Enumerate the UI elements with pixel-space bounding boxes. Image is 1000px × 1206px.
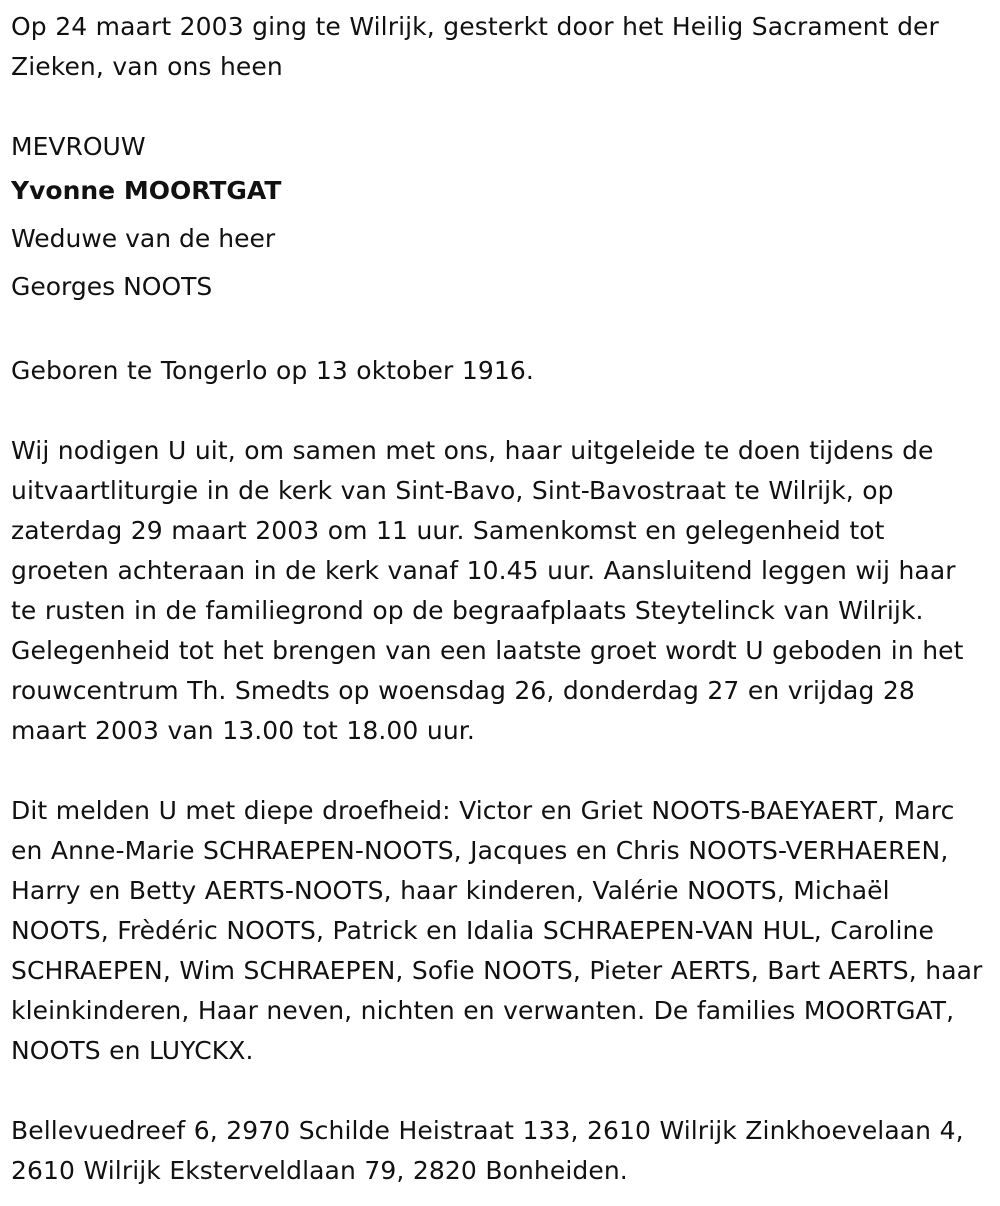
addresses-paragraph: Bellevuedreef 6, 2970 Schilde Heistraat 133, 2610 Wilrijk Zinkhoevelaan 4, 2610 Wilrijk Eksterveldlaan 79, 2820 Bonheiden.	[11, 1116, 964, 1185]
birth-paragraph: Geboren te Tongerlo op 13 oktober 1916.	[11, 356, 534, 385]
spacer	[11, 311, 988, 351]
spacer	[11, 391, 988, 431]
deceased-name: Yvonne MOORTGAT	[11, 176, 282, 205]
husband-name: Georges NOOTS	[11, 272, 213, 301]
invitation-paragraph: Wij nodigen U uit, om samen met ons, haar uitgeleide te doen tijdens de uitvaartliturgie in de kerk van Sint-Bavo, Sint-Bavostraat te Wilrijk, op zaterdag 29 maart 2003 om 11 uur. Samenkomst en gelegenheid tot groeten achteraan in de kerk vanaf 10.45 uur. Aansluitend leggen wij haar te rusten in de familiegrond op de begraafplaats Steytelinck van Wilrijk. Gelegenheid tot het brengen van een laatste groet wordt U geboden in het rouwcentrum Th. Smedts op woensdag 26, donderdag 27 en vrijdag 28 maart 2003 van 13.00 tot 18.00 uur.	[11, 436, 964, 745]
spacer	[11, 751, 988, 791]
spacer	[11, 87, 988, 127]
family-paragraph: Dit melden U met diepe droefheid: Victor en Griet NOOTS-BAEYAERT, Marc en Anne-Marie SCHRAEPEN-NOOTS, Jacques en Chris NOOTS-VERHAEREN, Harry en Betty AERTS-NOOTS, haar kinderen, Valérie NOOTS, Michaël NOOTS, Frèdéric NOOTS, Patrick en Idalia SCHRAEPEN-VAN HUL, Caroline SCHRAEPEN, Wim SCHRAEPEN, Sofie NOOTS, Pieter AERTS, Bart AERTS, haar kleinkinderen, Haar neven, nichten en verwanten. De families MOORTGAT, NOOTS en LUYCKX.	[11, 796, 983, 1065]
spacer	[11, 1071, 988, 1111]
honorific-title: MEVROUW	[11, 132, 146, 161]
intro-paragraph: Op 24 maart 2003 ging te Wilrijk, gesterkt door het Heilig Sacrament der Zieken, van ons heen	[11, 12, 939, 81]
widow-of-line: Weduwe van de heer	[11, 224, 276, 253]
